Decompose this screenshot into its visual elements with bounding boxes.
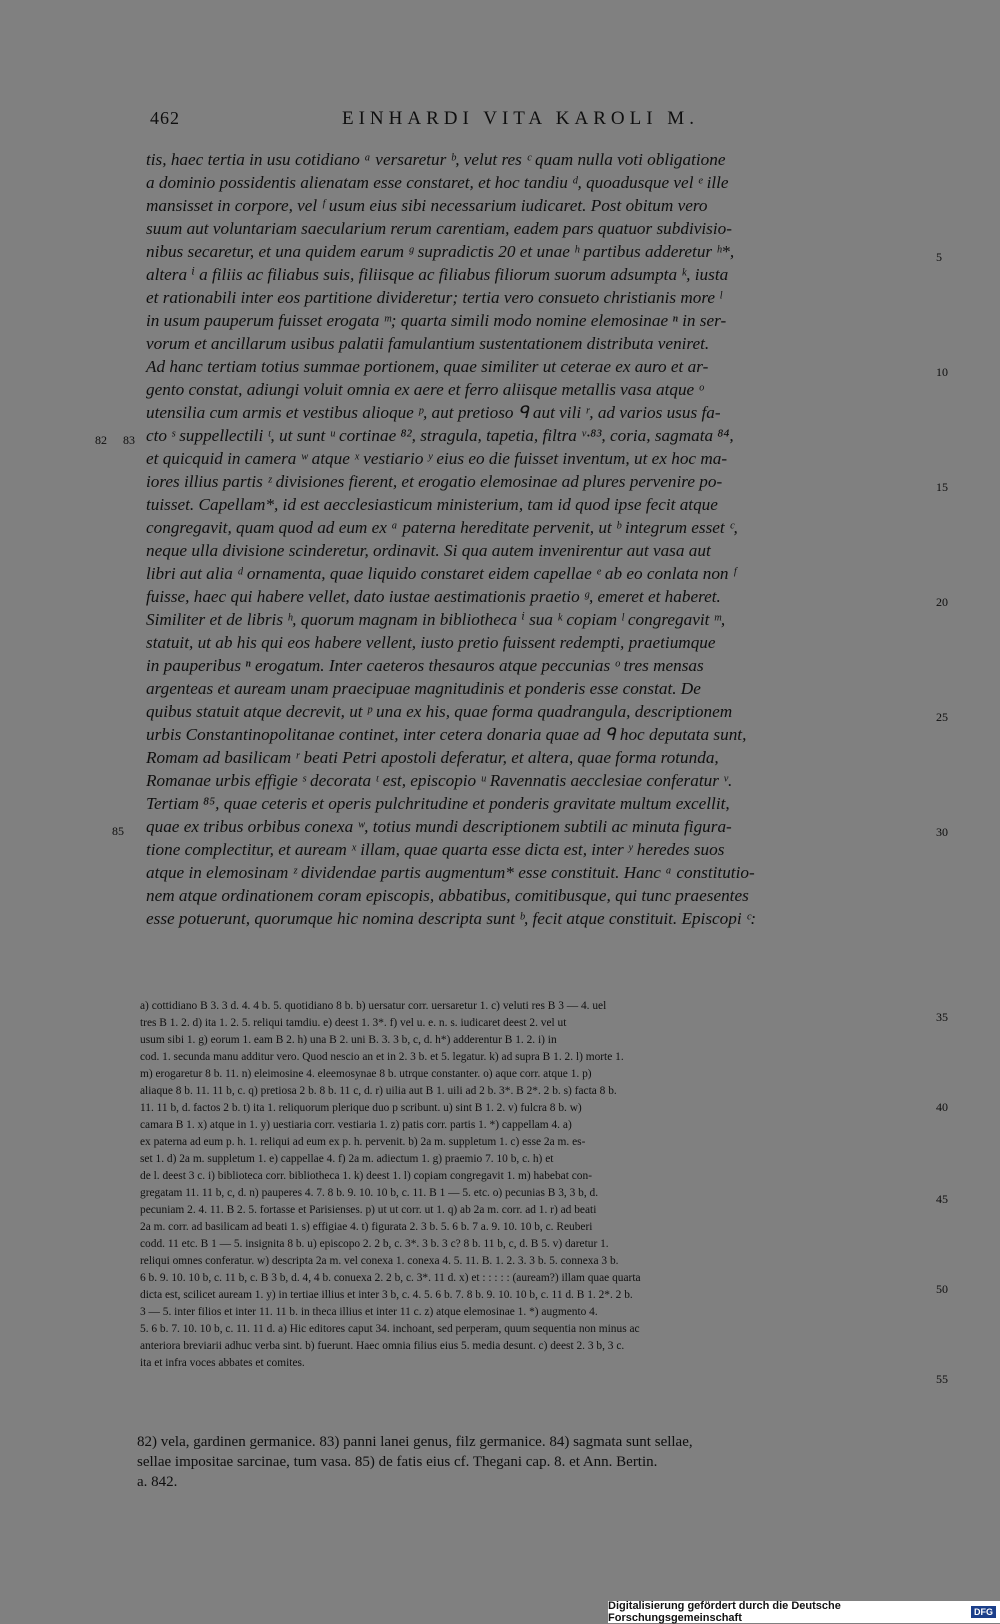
text-line: atque in elemosinam ᶻ dividendae partis augmentum* esse constituit. Hanc ᵃ constitutio- <box>146 863 755 882</box>
text-line: Ad hanc tertiam totius summae portionem, quae similiter ut ceterae ex auro et ar- <box>146 357 709 376</box>
running-head: EINHARDI VITA KAROLI M. <box>342 108 699 129</box>
apparatus-line: codd. 11 etc. B 1 — 5. insignita 8 b. u) episcopo 2. 2 b, c. 3*. 3 b. 3 c? 8 b. 11 b, c, d. B 5. v) daretur 1. <box>140 1238 609 1250</box>
apparatus-line: aliaque 8 b. 11. 11 b, c. q) pretiosa 2 b. 8 b. 11 c, d. r) uilia aut B 1. uili ad 2 b. 3*. B 2*. 2 b. s) facta 8 b. <box>140 1085 617 1097</box>
apparatus-line: camara B 1. x) atque in 1. y) uestiaria corr. vestiaria 1. z) patis corr. partis 1. *) cappellam 4. a) <box>140 1119 572 1131</box>
line-number: 30 <box>936 825 948 839</box>
text-line: utensilia cum armis et vestibus alioque ᵖ, aut pretioso ᑫ aut vili ʳ, ad varios usus fa- <box>146 403 721 422</box>
text-line: tuisset. Capellam*, id est aecclesiasticum ministerium, tam id quod ipse fecit atque <box>146 495 718 514</box>
dfg-logo: DFG <box>971 1606 996 1618</box>
apparatus-line: reliqui omnes conferatur. w) descripta 2a m. vel conexa 1. conexa 4. 5. 11. B. 1. 2. 3. 3 b. 5. connexa 3 b. <box>140 1255 619 1267</box>
apparatus-line: ex paterna ad eum p. h. 1. reliqui ad eum ex p. h. pervenit. b) 2a m. suppletum 1. c) esse 2a m. es- <box>140 1136 586 1148</box>
text-line: urbis Constantinopolitanae continet, inter cetera donaria quae ad ᑫ hoc deputata sunt, <box>146 725 747 744</box>
text-line: suum aut voluntariam saecularium rerum carentiam, eadem pars quatuor subdivisio- <box>146 219 732 238</box>
line-number: 20 <box>936 595 948 609</box>
apparatus-line: anteriora breviarii adhuc verba sint. b) fuerunt. Haec omnia filius eius 5. media desunt. c) deest 2. 3 b, 3 c. <box>140 1340 625 1352</box>
apparatus-line: 11. 11 b, d. factos 2 b. t) ita 1. reliquorum plerique duo p scribunt. u) sint B 1. 2. v) fulcra 8 b. w) <box>140 1102 582 1114</box>
text-line: vorum et ancillarum usibus palatii famulantium sustentationem distributa veniret. <box>146 334 710 353</box>
text-line: altera ⁱ a filiis ac filiabus suis, filiisque ac filiabus filiorum suorum adsumpta ᵏ, iusta <box>146 265 729 284</box>
margin-ref-83: 83 <box>123 433 135 447</box>
text-line: nem atque ordinationem coram episcopis, abbatibus, comitibusque, qui tunc praesentes <box>146 886 749 905</box>
margin-ref-85: 85 <box>112 824 124 838</box>
apparatus-line-number: 45 <box>936 1192 948 1206</box>
text-line: statuit, ut ab his qui eos habere vellent, iusto pretio fuissent redempti, praetiumque <box>146 633 716 652</box>
text-line: neque ulla divisione scinderetur, ordinavit. Si qua autem invenirentur aut vasa aut <box>146 541 711 560</box>
apparatus-line: 3 — 5. inter filios et inter 11. 11 b. in theca illius et inter 11 c. z) atque elemosinae 1. *) augmento 4. <box>140 1306 598 1318</box>
text-line: congregavit, quam quod ad eum ex ᵃ paterna hereditate pervenit, ut ᵇ integrum esset ᶜ, <box>146 518 738 537</box>
text-line: libri aut alia ᵈ ornamenta, quae liquido constaret eidem capellae ᵉ ab eo conlata non ᶠ <box>146 564 736 583</box>
footer-bar <box>608 1601 1000 1623</box>
apparatus-line-number: 50 <box>936 1282 948 1296</box>
text-line: gento constat, adiungi voluit omnia ex aere et ferro aliisque metallis vasa atque ᵒ <box>146 380 704 399</box>
apparatus-line: tres B 1. 2. d) ita 1. 2. 5. reliqui tamdiu. e) deest 1. 3*. f) vel u. e. n. s. iudicaret deest 2. vel ut <box>140 1017 567 1029</box>
apparatus-line: gregatam 11. 11 b, c, d. n) pauperes 4. 7. 8 b. 9. 10. 10 b, c. 11. B 1 — 5. etc. o) pecunias B 3, 3 b, d. <box>140 1187 599 1199</box>
text-line: nibus secaretur, et una quidem earum ᵍ supradictis 20 et unae ʰ partibus adderetur ʰ*, <box>146 242 735 261</box>
note-line: a. 842. <box>137 1474 178 1490</box>
line-number: 25 <box>936 710 948 724</box>
apparatus-line: 6 b. 9. 10. 10 b, c. 11 b, c. B 3 b, d. 4, 4 b. conuexa 2. 2 b, c. 3*. 11 d. x) et : : : : : (auream?) illam quae quarta <box>140 1272 641 1284</box>
text-line: in usum pauperum fuisset erogata ᵐ; quarta simili modo nomine elemosinae ⁿ in ser- <box>146 311 727 330</box>
text-line: tione complectitur, et auream ˣ illam, quae quarta esse dicta est, inter ʸ heredes suos <box>146 840 725 859</box>
text-line: et quicquid in camera ʷ atque ˣ vestiario ʸ eius eo die fuisset inventum, ut ex hoc ma- <box>146 449 728 468</box>
text-line: et rationabili inter eos partitione divideretur; tertia vero consueto christianis more ˡ <box>146 288 722 307</box>
apparatus-line: cod. 1. secunda manu additur vero. Quod nescio an et in 2. 3 b. et 5. legatur. k) ad supra B 1. 2. l) morte 1. <box>140 1051 624 1063</box>
text-line: mansisset in corpore, vel ᶠ usum eius sibi necessarium iudicaret. Post obitum vero <box>146 196 708 215</box>
footer-text: Digitalisierung gefördert durch die Deutsche Forschungsgemeinschaft <box>608 1600 841 1624</box>
text-line: quibus statuit atque decrevit, ut ᵖ una ex his, quae forma quadrangula, descriptionem <box>146 702 733 721</box>
apparatus-line-number: 40 <box>936 1100 948 1114</box>
apparatus-line-number: 55 <box>936 1372 948 1386</box>
text-line: Tertiam ⁸⁵, quae ceteris et operis pulchritudine et ponderis gravitate multum excellit, <box>146 794 730 813</box>
text-line: quae ex tribus orbibus conexa ʷ, totius mundi descriptionem subtili ac minuta figura- <box>146 817 732 836</box>
text-line: fuisse, haec qui habere vellet, dato iustae aestimationis praetio ᵍ, emeret et haberet. <box>146 587 721 606</box>
text-line: in pauperibus ⁿ erogatum. Inter caeteros thesauros atque peccunias ᵒ tres mensas <box>146 656 704 675</box>
page-number: 462 <box>150 108 180 128</box>
line-number: 15 <box>936 480 948 494</box>
apparatus-line: 2a m. corr. ad basilicam ad beati 1. s) effigiae 4. t) figurata 2. 3 b. 5. 6 b. 7 a. 9. 10. 10 b, c. Reuberi <box>140 1221 593 1233</box>
apparatus-line: a) cottidiano B 3. 3 d. 4. 4 b. 5. quotidiano 8 b. b) uersatur corr. uersaretur 1. c) veluti res B 3 — 4. uel <box>140 1000 607 1012</box>
text-line: cto ˢ suppellectili ᵗ, ut sunt ᵘ cortinae ⁸², stragula, tapetia, filtra ᵛ·⁸³, coria, sagmata ⁸⁴, <box>146 426 734 445</box>
margin-ref-82: 82 <box>95 433 107 447</box>
apparatus-line-number: 35 <box>936 1010 948 1024</box>
apparatus-line: pecuniam 2. 4. 11. B 2. 5. fortasse et Parisienses. p) ut ut corr. ut 1. q) ab 2a m. corr. ad 1. r) ad beati <box>140 1204 597 1216</box>
note-line: sellae impositae sarcinae, tum vasa. 85) de fatis eius cf. Thegani cap. 8. et Ann. Bertin. <box>137 1454 658 1470</box>
text-line: Romanae urbis effigie ˢ decorata ᵗ est, episcopio ᵘ Ravennatis aecclesiae conferatur ᵛ. <box>146 771 733 790</box>
apparatus-line: usum sibi 1. g) eorum 1. eam B 2. h) una B 2. uni B. 3. 3 b, c, d. h*) adderentur B 1. 2. i) in <box>140 1034 557 1046</box>
note-line: 82) vela, gardinen germanice. 83) panni lanei genus, filz germanice. 84) sagmata sunt sellae, <box>137 1434 693 1450</box>
text-line: esse potuerunt, quorumque hic nomina descripta sunt ᵇ, fecit atque constituit. Episcopi ᶜ: <box>146 909 757 928</box>
apparatus-line: set 1. d) 2a m. suppletum 1. e) cappellae 4. f) 2a m. adiectum 1. g) praemio 7. 10 b, c. h) et <box>140 1153 554 1165</box>
text-line: Romam ad basilicam ʳ beati Petri apostoli deferatur, et altera, quae forma rotunda, <box>146 748 719 767</box>
apparatus-line: dicta est, scilicet auream 1. y) in tertiae illius et inter 3 b, c. 4. 5. 6 b. 7. 8 b. 9. 10. 10 b, c. 11 d. B 1. 2*. 2 b. <box>140 1289 633 1301</box>
apparatus-line: m) erogaretur 8 b. 11. n) eleimosine 4. eleemosynae 8 b. utrque constanter. o) aque corr. atque 1. p) <box>140 1068 592 1080</box>
apparatus-line: de l. deest 3 c. i) biblioteca corr. bibliotheca 1. k) deest 1. l) copiam congregavit 1. m) habebat con- <box>140 1170 592 1182</box>
text-line: tis, haec tertia in usu cotidiano ᵃ versaretur ᵇ, velut res ᶜ quam nulla voti obligatione <box>146 150 726 169</box>
text-line: a dominio possidentis alienatam esse constaret, et hoc tandiu ᵈ, quoadusque vel ᵉ ille <box>146 173 729 192</box>
apparatus-line: ita et infra voces abbates et comites. <box>140 1357 305 1369</box>
text-line: argenteas et auream unam praecipuae magnitudinis et ponderis esse constat. De <box>146 679 701 698</box>
text-line: Similiter et de libris ʰ, quorum magnam in bibliotheca ⁱ sua ᵏ copiam ˡ congregavit ᵐ, <box>146 610 726 629</box>
line-number: 5 <box>936 250 942 264</box>
text-line: iores illius partis ᶻ divisiones fierent, et erogatio elemosinae ad plures pervenire po- <box>146 472 723 491</box>
apparatus-line: 5. 6 b. 7. 10. 10 b, c. 11. 11 d. a) Hic editores caput 34. inchoant, sed perperam, quum sequentia non minus ac <box>140 1323 640 1335</box>
line-number: 10 <box>936 365 948 379</box>
